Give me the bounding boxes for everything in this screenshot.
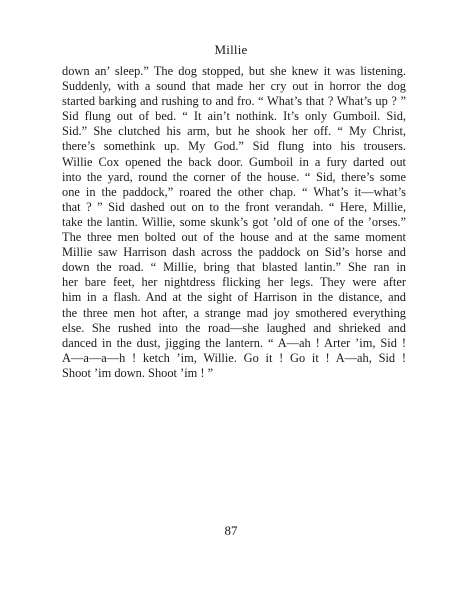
- text-line: take the lantin. Willie, some skunk’s got ’old of one of the ’orses.”: [62, 214, 406, 229]
- text-line: down the road. “ Millie, bring that blasted lantin.” She ran in: [62, 260, 406, 275]
- text-line: one in the paddock,” roared the other chap. “ What’s it—what’s: [62, 184, 406, 199]
- text-line: Sid.” She clutched his arm, but he shook her off. “ My Christ,: [62, 124, 406, 139]
- text-line: that ? ” Sid dashed out on to the front verandah. “ Here, Millie,: [62, 199, 406, 214]
- text-line: Suddenly, with a sound that made her cry out in horror the dog: [62, 79, 406, 94]
- text-line: Sid flung out of bed. “ It ain’t nothink. It’s only Gumboil. Sid,: [62, 109, 406, 124]
- text-line: The three men bolted out of the house and at the same moment: [62, 230, 406, 245]
- text-line: her bare feet, her nightdress flicking her legs. They were after: [62, 275, 406, 290]
- text-line: Shoot ’im down. Shoot ’im ! ”: [62, 365, 214, 380]
- text-line: danced in the dust, jigging the lantern. “ A—ah ! Arter ’im, Sid !: [62, 335, 406, 350]
- text-line: the three men hot after, a strange mad joy smothered everything: [62, 305, 406, 320]
- running-head: Millie: [214, 42, 248, 57]
- text-line: down an’ sleep.” The dog stopped, but she knew it was listening.: [62, 64, 406, 78]
- text-line: Willie Cox opened the back door. Gumboil in a fury darted out: [62, 154, 406, 169]
- text-line: else. She rushed into the road—she laughed and shrieked and: [62, 320, 406, 335]
- text-line: him in a flash. And at the sight of Harrison in the distance, and: [62, 290, 406, 305]
- text-line: into the yard, round the corner of the house. “ Sid, there’s some: [62, 169, 406, 184]
- text-line: there’s somethink up. My God.” Sid flung into his trousers.: [62, 139, 406, 154]
- page-number: 87: [224, 523, 238, 538]
- text-line: Millie saw Harrison dash across the paddock on Sid’s horse and: [62, 245, 406, 260]
- text-line: A—a—a—h ! ketch ’im, Willie. Go it ! Go it ! A—ah, Sid !: [62, 350, 406, 365]
- text-line: started barking and rushing to and fro. “ What’s that ? What’s up ? ”: [62, 94, 406, 109]
- body-text: [62, 64, 406, 381]
